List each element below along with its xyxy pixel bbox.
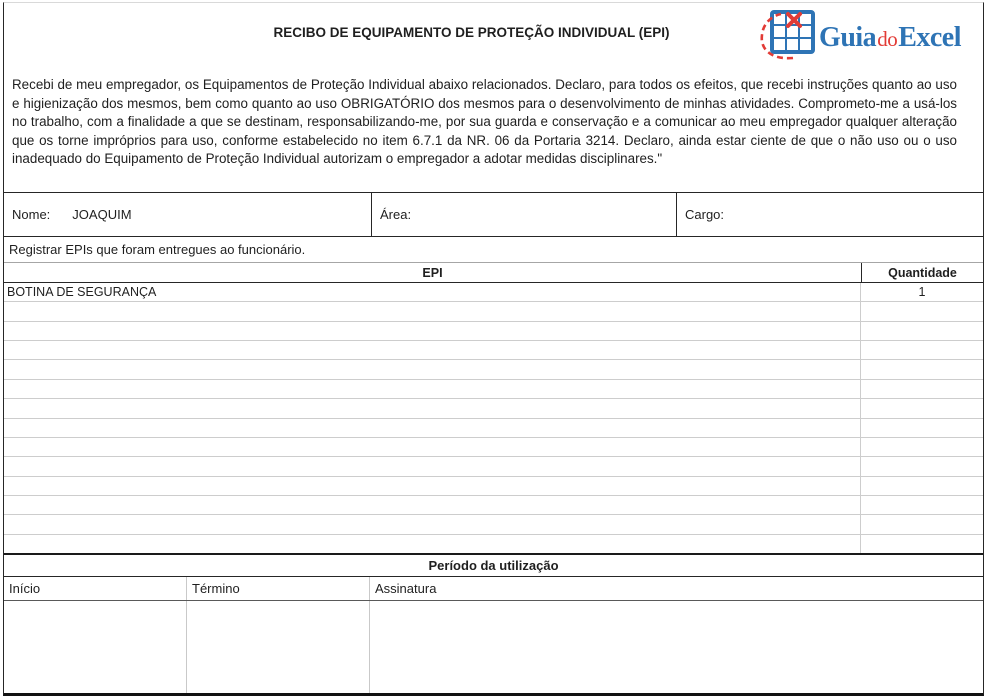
identification-row <box>4 192 983 237</box>
epi-qty-cell[interactable] <box>861 302 983 320</box>
epi-name-cell[interactable] <box>4 515 861 533</box>
epi-table-row <box>4 496 983 515</box>
header-section <box>4 3 983 192</box>
epi-table-row <box>4 515 983 534</box>
epi-name-cell[interactable] <box>4 477 861 495</box>
epi-name-cell[interactable] <box>4 302 861 320</box>
logo-word-guia: Guia <box>819 21 877 53</box>
epi-name-cell[interactable] <box>4 438 861 456</box>
nome-label: Nome: <box>12 207 51 222</box>
declaration-paragraph: Recebi de meu empregador, os Equipamentos de Proteção Individual abaixo relacionados. Declaro, para todos os efeitos, que recebi instruções quanto ao uso e higienização dos mesmos, bem como quanto ao uso OBRIGATÓRIO dos mesmos para o desenvolvimento de minhas atividades. Comprometo-me a usá-los no trabalho, com a finalidade a que se destinam, responsabilizando-me, por sua guarda e conservação e a comunicar ao meu empregador qualquer alteração que os torne impróprios para uso, conforme estabelecido no item 6.7.1 da NR. 06 da Portaria 3214. Declaro, ainda estar ciente de que o não uso ou o uso inadequado do Equipamento de Proteção Individual autorizam o empregador a adotar medidas disciplinares." <box>12 77 957 167</box>
epi-qty-cell[interactable] <box>861 496 983 514</box>
epi-name-cell[interactable] <box>4 399 861 417</box>
nome-cell[interactable] <box>4 193 371 236</box>
epi-qty-cell[interactable] <box>861 477 983 495</box>
epi-name-cell[interactable] <box>4 535 861 553</box>
periodo-section-title: Período da utilização <box>4 553 983 577</box>
epi-column-header: EPI <box>422 265 443 280</box>
epi-qty-cell[interactable] <box>861 360 983 378</box>
epi-qty-cell[interactable] <box>861 341 983 359</box>
termino-entry-cell[interactable] <box>186 601 369 693</box>
epi-name-cell[interactable] <box>4 360 861 378</box>
area-cell[interactable] <box>371 193 676 236</box>
epi-table-row <box>4 380 983 399</box>
epi-table-row <box>4 360 983 379</box>
instruction-row <box>4 237 983 262</box>
epi-table-row <box>4 477 983 496</box>
epi-qty-cell[interactable] <box>861 322 983 340</box>
epi-qty-cell[interactable] <box>861 438 983 456</box>
page-title: RECIBO DE EQUIPAMENTO DE PROTEÇÃO INDIVIDUAL (EPI) <box>273 25 670 40</box>
epi-name-cell[interactable] <box>4 322 861 340</box>
inicio-label: Início <box>9 581 41 596</box>
epi-table-row <box>4 302 983 321</box>
epi-table-row <box>4 535 983 553</box>
epi-name-cell[interactable]: BOTINA DE SEGURANÇA <box>4 283 861 301</box>
inicio-entry-cell[interactable] <box>4 601 186 693</box>
epi-name-cell[interactable] <box>4 496 861 514</box>
epi-name-cell[interactable] <box>4 380 861 398</box>
epi-qty-cell[interactable] <box>861 515 983 533</box>
assinatura-entry-cell[interactable] <box>369 601 983 693</box>
epi-table-row <box>4 457 983 476</box>
spreadsheet-map-icon <box>759 9 817 66</box>
guia-do-excel-logo <box>759 9 961 66</box>
epi-qty-cell[interactable]: 1 <box>918 285 926 300</box>
quantidade-column-header: Quantidade <box>861 263 983 282</box>
assinatura-label: Assinatura <box>369 577 983 600</box>
epi-table-row <box>4 283 983 302</box>
epi-qty-cell[interactable] <box>861 419 983 437</box>
epi-table-row <box>4 341 983 360</box>
epi-table-row <box>4 419 983 438</box>
epi-qty-cell[interactable] <box>861 457 983 475</box>
periodo-labels-row <box>4 577 983 601</box>
epi-name-cell[interactable] <box>4 341 861 359</box>
epi-qty-cell[interactable] <box>861 535 983 553</box>
epi-name-cell[interactable] <box>4 419 861 437</box>
epi-table-body <box>4 283 983 553</box>
epi-qty-cell[interactable] <box>861 399 983 417</box>
epi-qty-cell[interactable] <box>861 380 983 398</box>
area-label: Área: <box>380 207 412 222</box>
epi-table-header <box>4 262 983 283</box>
logo-word-do: do <box>877 26 898 51</box>
periodo-entry-row <box>4 601 983 693</box>
logo-word-excel: Excel <box>898 21 961 53</box>
nome-value[interactable]: JOAQUIM <box>72 207 132 222</box>
logo-wordmark <box>819 22 961 54</box>
cargo-cell[interactable] <box>676 193 983 236</box>
termino-label: Término <box>186 577 369 600</box>
epi-table-row <box>4 438 983 457</box>
epi-table-row <box>4 399 983 418</box>
epi-name-cell[interactable] <box>4 457 861 475</box>
instruction-text: Registrar EPIs que foram entregues ao funcionário. <box>9 242 306 257</box>
epi-table-row <box>4 322 983 341</box>
cargo-label: Cargo: <box>685 207 725 222</box>
form-sheet <box>3 2 984 696</box>
